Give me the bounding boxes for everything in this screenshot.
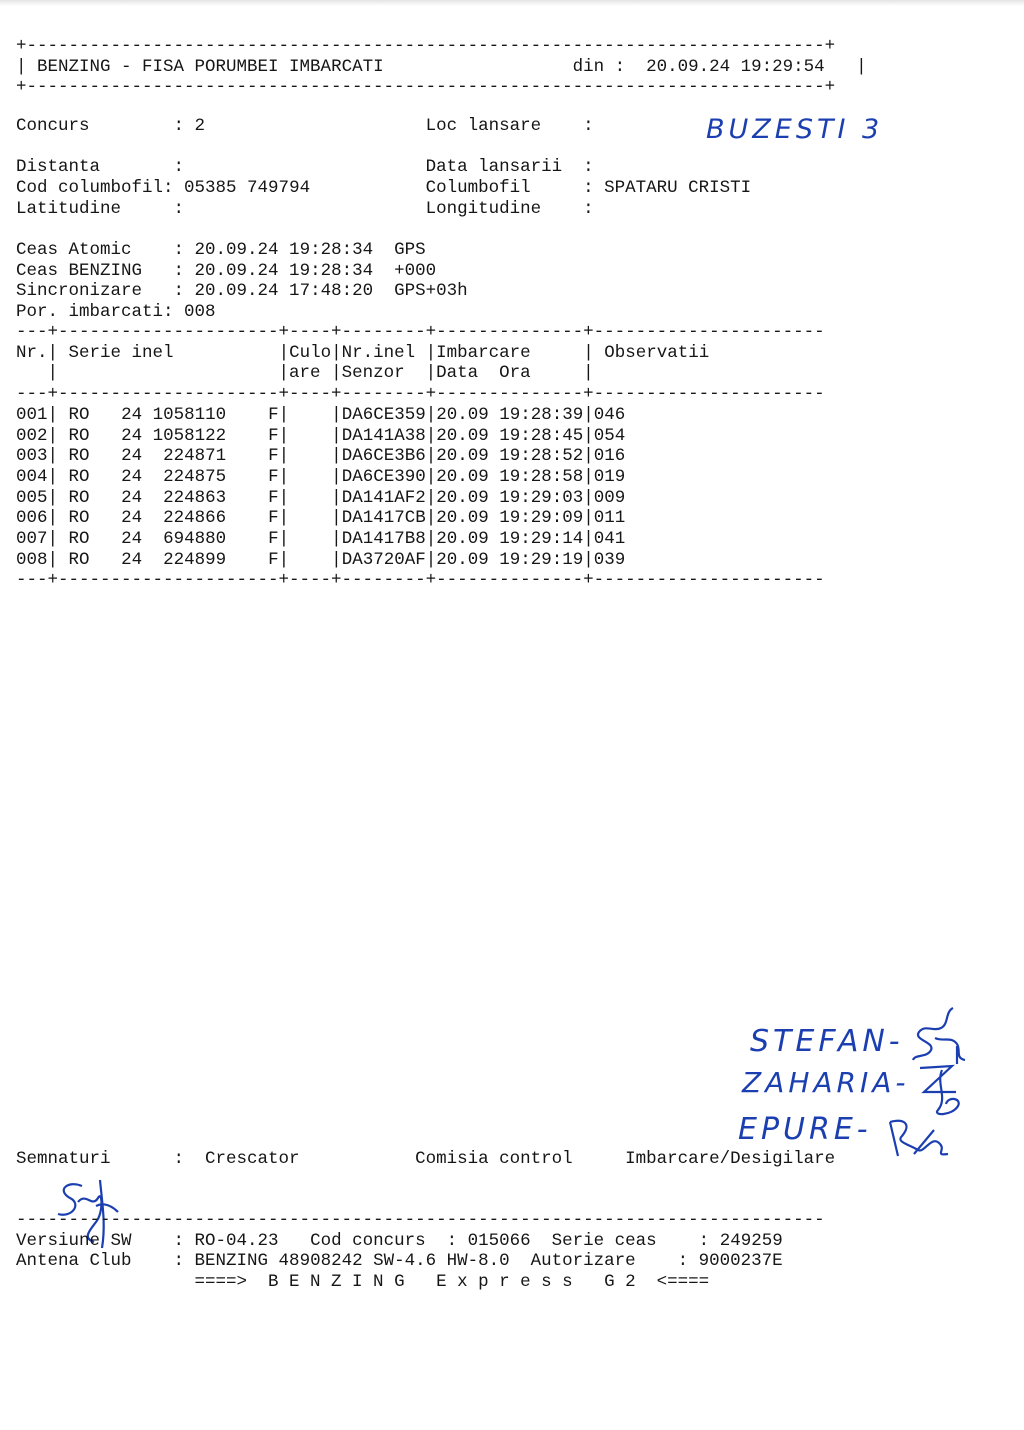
row-sex: F xyxy=(268,446,279,467)
row-ring: 224863 xyxy=(152,487,227,508)
row-nr: 001 xyxy=(16,404,48,425)
signatures-row: Semnaturi : Crescator Comisia control Imbarcare/Desigilare xyxy=(16,1149,836,1169)
row-observatii: 011 xyxy=(593,508,626,529)
loc-lansare-handwritten: BUZESTI 3 xyxy=(706,114,884,145)
versiune-label: Versiune SW xyxy=(16,1230,164,1251)
antena-label: Antena Club xyxy=(16,1251,164,1272)
row-country: RO xyxy=(68,446,111,467)
row-ring: 224899 xyxy=(152,549,227,570)
row-data: 20.09 xyxy=(436,529,489,550)
row-senzor: DA3720AF xyxy=(341,549,426,570)
row-culoare xyxy=(289,405,331,425)
clock-label: Sincronizare xyxy=(16,281,164,302)
row-country: RO xyxy=(68,466,111,487)
longitudine-label: Longitudine xyxy=(425,198,573,219)
concurs-value: 2 xyxy=(194,116,426,136)
header-serie-inel: Serie inel xyxy=(68,342,279,363)
row-culoare xyxy=(289,488,331,508)
signature-zaharia-scribble xyxy=(912,1058,972,1118)
header-observatii: Observatii xyxy=(604,342,710,363)
semnaturi-imbarcare: Imbarcare/Desigilare xyxy=(625,1149,836,1169)
loc-lansare-label: Loc lansare xyxy=(425,116,573,136)
row-culoare xyxy=(289,467,331,487)
concurs-label: Concurs xyxy=(16,116,164,136)
row-observatii: 054 xyxy=(593,425,626,446)
row-nr: 007 xyxy=(16,529,48,550)
row-country: RO xyxy=(68,487,111,508)
row-senzor: DA6CE359 xyxy=(341,404,426,425)
row-nr: 008 xyxy=(16,549,48,570)
table-row: 003| RO 24 224871 F| |DA6CE3B6|20.09 19:28:52|016 xyxy=(16,446,626,467)
row-sex: F xyxy=(268,404,279,425)
header-senzor: Senzor xyxy=(341,363,426,384)
row-observatii: 039 xyxy=(593,549,626,570)
row-year: 24 xyxy=(121,404,143,425)
header-data: Data xyxy=(436,363,500,384)
row-nr: 003 xyxy=(16,446,48,467)
signature-name-zaharia: ZAHARIA- xyxy=(742,1066,910,1099)
cod-columbofil-label: Cod columbofil xyxy=(16,178,164,199)
semnaturi-comisia: Comisia control xyxy=(415,1149,626,1169)
signature-name-stefan: STEFAN- xyxy=(750,1024,904,1059)
row-year: 24 xyxy=(121,549,143,570)
row-observatii: 046 xyxy=(593,404,626,425)
cod-concurs-label: Cod concurs xyxy=(310,1230,447,1251)
row-ora: 19:28:58 xyxy=(499,466,584,487)
row-ring: 224871 xyxy=(152,446,227,467)
table-row: 007| RO 24 694880 F| |DA1417B8|20.09 19:29:14|041 xyxy=(16,529,626,550)
row-country: RO xyxy=(68,404,111,425)
por-imbarcati-label: Por. imbarcati xyxy=(16,302,164,323)
footer-info: ----------------------------------------------------------------------------- Versiune SW : RO-04.23 Cod concurs : 015066 Serie ceas : 249259 Antena Club : BENZING 48908242 SW-4.6 HW-8.0 Autorizare : 9000237E ====> B E N Z I N G E x p r e s s G 2 <==== xyxy=(16,1210,825,1293)
clock-source: GPS+03h xyxy=(394,281,468,302)
row-ora: 19:29:14 xyxy=(499,529,584,550)
paper-top-edge xyxy=(0,0,1024,6)
row-country: RO xyxy=(68,425,111,446)
table-row: 006| RO 24 224866 F| |DA1417CB|20.09 19:29:09|011 xyxy=(16,508,626,529)
semnaturi-label: Semnaturi xyxy=(16,1149,164,1169)
signature-name-epure: EPURE- xyxy=(738,1112,872,1147)
latitudine-value xyxy=(195,199,426,219)
row-senzor: DA1417B8 xyxy=(341,529,426,550)
clock-value: 20.09.24 19:28:34 xyxy=(194,240,374,260)
versiune-value: RO-04.23 xyxy=(194,1230,311,1251)
clock-value: 20.09.24 19:28:34 xyxy=(194,260,374,281)
header-nr-inel: Nr.inel xyxy=(341,342,426,363)
report-date-label: din : xyxy=(572,56,626,77)
row-data: 20.09 xyxy=(436,466,489,487)
columbofil-value: SPATARU CRISTI xyxy=(604,178,752,199)
semnaturi-crescator: Crescator xyxy=(205,1149,416,1169)
row-ring: 224866 xyxy=(152,508,227,529)
report-title: BENZING - FISA PORUMBEI IMBARCATI xyxy=(37,56,384,77)
clock-label: Ceas Atomic xyxy=(16,240,164,260)
row-sex: F xyxy=(268,487,279,508)
row-culoare xyxy=(289,550,331,570)
distanta-label: Distanta xyxy=(16,157,164,178)
row-sex: F xyxy=(268,549,279,570)
row-year: 24 xyxy=(121,425,143,446)
row-ora: 19:29:03 xyxy=(499,487,584,508)
row-country: RO xyxy=(68,529,111,550)
antena-value: BENZING 48908242 SW-4.6 HW-8.0 xyxy=(194,1251,531,1272)
row-nr: 005 xyxy=(16,487,48,508)
row-ora: 19:29:09 xyxy=(499,508,584,529)
row-data: 20.09 xyxy=(436,508,489,529)
row-culoare xyxy=(289,446,331,466)
clock-value: 20.09.24 17:48:20 xyxy=(194,281,374,302)
row-senzor: DA6CE3B6 xyxy=(341,446,426,467)
report-header: +----------------------------------------------------------------------------+ | BENZING - FISA PORUMBEI IMBARCATI din : 20.09.24 19:29:54 | +----------------------------------------------------------------------------+ xyxy=(16,36,867,98)
row-sex: F xyxy=(268,508,279,529)
cod-concurs-value: 015066 xyxy=(467,1230,552,1251)
table-row: 004| RO 24 224875 F| |DA6CE390|20.09 19:28:58|019 xyxy=(16,466,626,487)
row-ring: 224875 xyxy=(152,466,227,487)
contest-info: Concurs : 2 Loc lansare : Distanta : Data lansarii : Cod columbofil: 05385 749794 Columbofil : SPATARU CRISTI Latitudine : Longitudine : xyxy=(16,116,752,219)
row-year: 24 xyxy=(121,466,143,487)
row-year: 24 xyxy=(121,508,143,529)
row-ring: 1058110 xyxy=(152,404,227,425)
row-observatii: 009 xyxy=(593,487,626,508)
autorizare-label: Autorizare xyxy=(530,1251,678,1272)
row-data: 20.09 xyxy=(436,404,489,425)
row-culoare xyxy=(289,508,331,528)
table-row: 008| RO 24 224899 F| |DA3720AF|20.09 19:29:19|039 xyxy=(16,549,626,570)
distanta-value xyxy=(195,157,426,177)
por-imbarcati-value: 008 xyxy=(184,302,216,323)
row-data: 20.09 xyxy=(436,487,489,508)
signature-epure-scribble xyxy=(884,1114,954,1164)
row-observatii: 041 xyxy=(593,529,626,550)
clock-label: Ceas BENZING xyxy=(16,260,164,281)
header-culoare: Culo xyxy=(289,342,332,363)
row-ora: 19:28:39 xyxy=(499,404,584,425)
row-ora: 19:29:19 xyxy=(499,549,584,570)
row-nr: 006 xyxy=(16,508,48,529)
cod-columbofil-value: 05385 749794 xyxy=(184,178,426,199)
table-row: 002| RO 24 1058122 F| |DA141A38|20.09 19:28:45|054 xyxy=(16,425,626,446)
row-data: 20.09 xyxy=(436,446,489,467)
table-row: 001| RO 24 1058110 F| |DA6CE359|20.09 19:28:39|046 xyxy=(16,404,626,425)
header-culoare-2: are xyxy=(289,363,332,384)
row-observatii: 019 xyxy=(593,466,626,487)
autorizare-value: 9000237E xyxy=(698,1251,783,1272)
row-senzor: DA141A38 xyxy=(341,425,426,446)
pigeon-table: ---+---------------------+----+--------+--------------+---------------------- Nr.| Serie inel |Culo|Nr.inel |Imbarcare | Observatii | |are |Senzor |Data Ora | ---+---------------------+----+--------+--------------+---------------------- 001| RO 24 1058110 F| |DA6CE359|20.09 19:28:39|046 002| RO 24 1058122 F| |DA141A38|20.09 19:28:45|054 003| RO 24 224871 F| |DA6CE3B6|20.09 19:28:52|016 004| RO 24 224875 F| |DA6CE390|20.09 19:28:58|019 005| RO 24 224863 F| |DA141AF2|20.09 19:29:03|009 006| RO 24 224866 F| |DA1417CB|20.09 19:29:09|011 007| RO 24 694880 F| |DA1417B8|20.09 19:29:14|041 008| RO 24 224899 F| |DA3720AF|20.09 19:29:19|039 ---+---------------------+----+--------+--------------+---------------------- xyxy=(16,322,825,591)
row-data: 20.09 xyxy=(436,425,489,446)
row-senzor: DA6CE390 xyxy=(341,466,426,487)
row-nr: 002 xyxy=(16,425,48,446)
serie-ceas-label: Serie ceas xyxy=(551,1230,699,1251)
row-ring: 1058122 xyxy=(152,425,227,446)
table-row: 005| RO 24 224863 F| |DA141AF2|20.09 19:29:03|009 xyxy=(16,487,626,508)
row-culoare xyxy=(289,529,331,549)
header-nr: Nr. xyxy=(16,342,48,363)
data-lansarii-label: Data lansarii xyxy=(425,157,573,178)
row-country: RO xyxy=(68,508,111,529)
clock-source: GPS xyxy=(394,240,426,260)
row-ora: 19:28:52 xyxy=(499,446,584,467)
row-sex: F xyxy=(268,425,279,446)
row-sex: F xyxy=(268,466,279,487)
row-sex: F xyxy=(268,529,279,550)
latitudine-label: Latitudine xyxy=(16,198,164,219)
row-culoare xyxy=(289,426,331,446)
row-data: 20.09 xyxy=(436,549,489,570)
columbofil-label: Columbofil xyxy=(425,178,573,199)
clock-info: Ceas Atomic : 20.09.24 19:28:34 GPS Ceas BENZING : 20.09.24 19:28:34 +000 Sincronizare : 20.09.24 17:48:20 GPS+03h Por. imbarcati: 008 xyxy=(16,240,468,323)
row-ring: 694880 xyxy=(152,529,227,550)
brand-line: ====> B E N Z I N G E x p r e s s G 2 <==== xyxy=(194,1272,710,1293)
clock-source: +000 xyxy=(394,260,437,281)
serie-ceas-value: 249259 xyxy=(719,1230,783,1251)
row-ora: 19:28:45 xyxy=(499,425,584,446)
report-datetime: 20.09.24 19:29:54 xyxy=(646,56,825,77)
row-senzor: DA141AF2 xyxy=(341,487,426,508)
row-year: 24 xyxy=(121,446,143,467)
row-nr: 004 xyxy=(16,466,48,487)
header-ora: Ora xyxy=(499,363,584,384)
row-senzor: DA1417CB xyxy=(341,508,426,529)
row-year: 24 xyxy=(121,487,143,508)
row-country: RO xyxy=(68,549,111,570)
row-observatii: 016 xyxy=(593,446,626,467)
row-year: 24 xyxy=(121,529,143,550)
header-imbarcare: Imbarcare xyxy=(436,342,584,363)
